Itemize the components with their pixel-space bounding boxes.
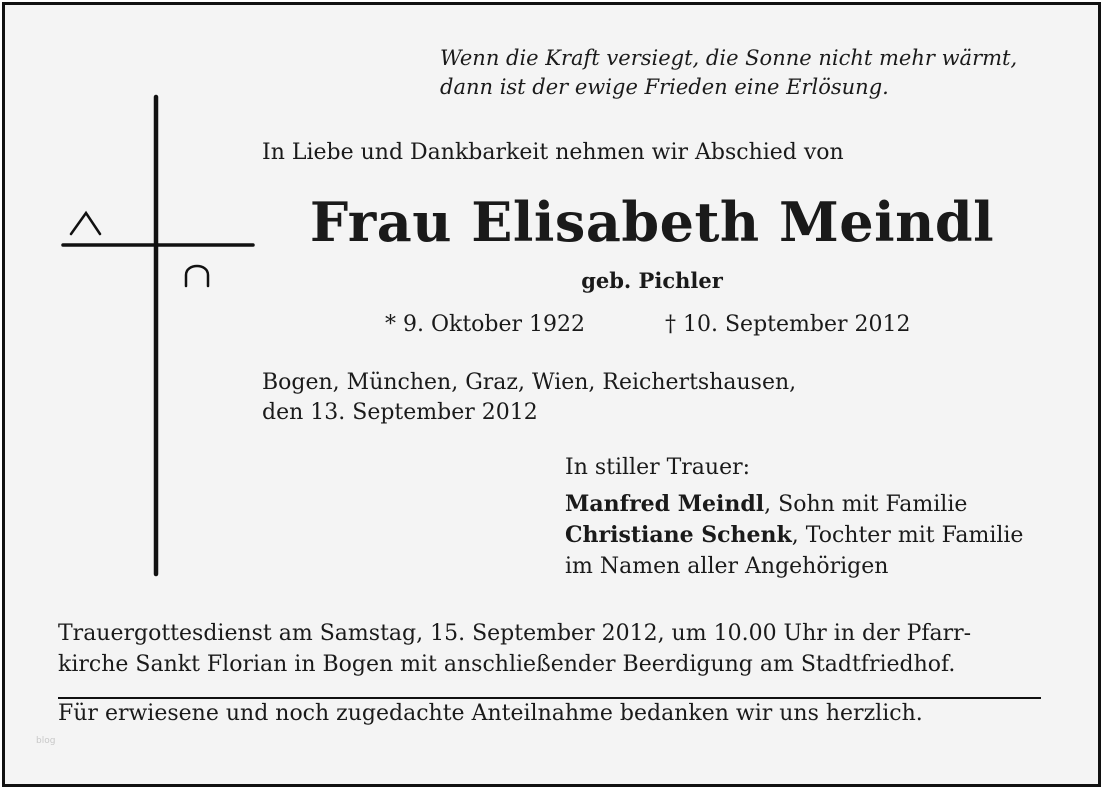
mourner-name: Manfred Meindl [565, 491, 765, 517]
mourner-entry [565, 520, 1023, 551]
farewell-intro: In Liebe und Dankbarkeit nehmen wir Abschied von [262, 140, 844, 165]
watermark: blog [36, 736, 56, 746]
mourner-entry [565, 489, 1023, 520]
mourner-relation: , Tochter mit Familie [791, 523, 1024, 548]
thanks-note: Für erwiesene und noch zugedachte Anteilnahme bedanken wir uns herzlich. [58, 701, 923, 726]
omega-icon [186, 266, 208, 286]
motto-line-2: dann ist der ewige Frieden eine Erlösung. [440, 75, 889, 99]
alpha-icon [71, 213, 100, 234]
motto-quote [440, 44, 1017, 102]
mourners-heading: In stiller Trauer: [565, 455, 751, 480]
motto-line-1: Wenn die Kraft versiegt, die Sonne nicht mehr wärmt, [440, 46, 1018, 70]
service-line-2: kirche Sankt Florian in Bogen mit anschließender Beerdigung am Stadtfriedhof. [58, 652, 956, 677]
death-date: † 10. September 2012 [665, 312, 911, 337]
birth-date: * 9. Oktober 1922 [385, 312, 586, 337]
notice-date: den 13. September 2012 [262, 400, 538, 425]
places-line: Bogen, München, Graz, Wien, Reichertshausen, [262, 370, 797, 395]
mourner-name: Christiane Schenk [565, 522, 792, 548]
divider-rule [58, 697, 1041, 699]
service-line-1: Trauergottesdienst am Samstag, 15. September 2012, um 10.00 Uhr in der Pfarr- [58, 621, 972, 646]
funeral-service-notice [58, 618, 1043, 680]
mourners-block [565, 452, 1023, 582]
mourner-relation: , Sohn mit Familie [764, 492, 968, 517]
place-and-date [262, 368, 796, 428]
cross-alpha-omega-icon [55, 90, 265, 585]
mourners-closing: im Namen aller Angehörigen [565, 554, 889, 579]
maiden-name: geb. Pichler [581, 268, 723, 293]
deceased-name: Frau Elisabeth Meindl [309, 190, 995, 254]
